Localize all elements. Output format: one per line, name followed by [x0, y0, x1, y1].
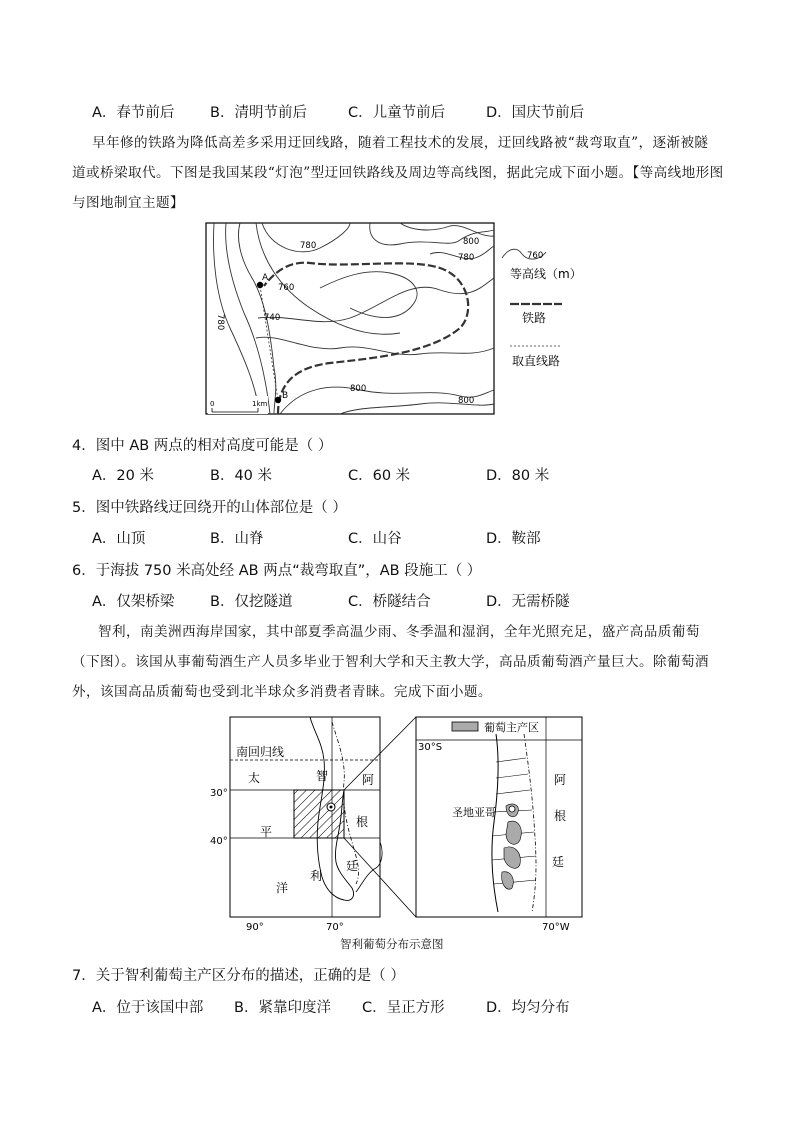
passage-chile-line-3: 外，该国高品质葡萄也受到北半球众多消费者青睐。完成下面小题。: [72, 684, 492, 700]
q5-option-d: D．鞍部: [486, 531, 541, 547]
lat-40-label: 40°: [210, 836, 228, 847]
passage-chile-line-1: 智利，南美洲西海岸国家，其中部夏季高温少雨、冬季温和湿润，全年光照充足，盛产高品质葡萄: [98, 624, 700, 640]
q4-option-c: C．60 米: [348, 468, 411, 484]
inset-legend-symbol: [452, 722, 478, 731]
inset-argentina-char-2: 根: [554, 809, 567, 823]
passage-railway-line-3: 与图地制宜主题】: [72, 195, 184, 211]
q6-option-b: B．仅挖隧道: [210, 594, 293, 610]
chile-map: [206, 712, 586, 934]
q3-option-c: C．儿童节前后: [348, 105, 446, 121]
argentina-char-3: 廷: [346, 859, 359, 873]
tropic-label: 南回归线: [236, 745, 285, 759]
inset-argentina-char-1: 阿: [554, 773, 567, 787]
point-b-marker: [275, 397, 281, 403]
passage-railway-line-1: 早年修的铁路为降低高差多采用迂回线路，随着工程技术的发展，迂回线路被“裁弯取直”，逐渐被隧: [92, 135, 709, 151]
inset-lat-label: 30°S: [418, 742, 443, 753]
legend-straight-label: 取直线路: [512, 354, 561, 368]
contour-label-740: 740: [264, 313, 281, 323]
q6-option-c: C．桥隧结合: [348, 594, 431, 610]
ocean-char-1: 太: [248, 771, 261, 785]
passage-chile: [72, 617, 709, 707]
q3-option-b: B．清明节前后: [210, 105, 307, 121]
q5-option-a: A．山顶: [92, 531, 146, 547]
point-b-label: B: [282, 391, 289, 401]
passage-railway: [72, 128, 724, 218]
q7-option-a: A．位于该国中部: [92, 1000, 204, 1016]
contour-label-800-top: 800: [463, 237, 480, 247]
argentina-char-2: 根: [356, 815, 369, 829]
q5-option-c: C．山谷: [348, 531, 402, 547]
inset-argentina-char-3: 廷: [552, 855, 565, 869]
argentina-char-1: 阿: [362, 773, 375, 787]
q3-option-a: A．春节前后: [92, 105, 175, 121]
q6-option-a: A．仅架桥梁: [92, 594, 175, 610]
q7-option-d: D．均匀分布: [486, 1000, 570, 1016]
legend-contour-label: 等高线（m）: [510, 267, 582, 281]
contour-label-780-upper: 780: [300, 241, 317, 251]
q4-stem: 4．图中 AB 两点的相对高度可能是（ ）: [72, 438, 333, 454]
chile-map-figure: [206, 712, 586, 934]
scale-start-label: 0: [210, 400, 215, 408]
contour-map-figure: [200, 218, 600, 418]
legend-contour-value: 760: [527, 251, 544, 261]
q4-option-a: A．20 米: [92, 468, 154, 484]
q4-option-b: B．40 米: [210, 468, 273, 484]
q5-option-b: B．山脊: [210, 531, 264, 547]
lat-30-label: 30°: [210, 788, 228, 799]
passage-railway-line-2: 道或桥梁取代。下图是我国某段“灯泡”型迂回铁路线及周边等高线图，据此完成下面小题。【等高线地形图: [72, 165, 724, 181]
inset-city-label: 圣地亚哥: [452, 806, 496, 819]
lon-70-label: 70°: [326, 922, 344, 933]
q6-stem: 6．于海拔 750 米高处经 AB 两点“裁弯取直”，AB 段施工（ ）: [72, 563, 482, 579]
map-legend: [502, 249, 582, 368]
passage-chile-line-2: （下图）。该国从事葡萄酒生产人员多毕业于智利大学和天主教大学，高品质葡萄酒产量巨大。除葡萄酒: [72, 654, 709, 670]
contour-label-800-mid: 800: [350, 384, 367, 394]
chile-char-2: 利: [310, 869, 323, 883]
q5-stem: 5．图中铁路线迂回绕开的山体部位是（ ）: [72, 500, 347, 516]
contour-label-800-bottom: 800: [458, 396, 475, 406]
inset-legend-label: 葡萄主产区: [484, 721, 539, 734]
contour-map: [200, 218, 600, 418]
legend-railway-label: 铁路: [522, 311, 547, 325]
q3-option-d: D．国庆节前后: [486, 105, 585, 121]
q7-stem: 7．关于智利葡萄主产区分布的描述，正确的是（ ）: [72, 968, 405, 984]
ocean-char-2: 平: [260, 825, 273, 839]
scale-bar: [208, 396, 268, 414]
lon-90-label: 90°: [246, 922, 264, 933]
q4-option-d: D．80 米: [486, 468, 550, 484]
contour-label-780-left: 780: [215, 314, 225, 331]
point-a-label: A: [262, 273, 269, 283]
q7-option-b: B．紧靠印度洋: [234, 1000, 331, 1016]
ocean-char-3: 洋: [276, 881, 289, 895]
scale-end-label: 1km: [252, 400, 268, 408]
chile-map-caption: 智利葡萄分布示意图: [340, 937, 444, 951]
study-area-box: [294, 790, 344, 838]
q7-option-c: C．呈正方形: [362, 1000, 445, 1016]
contour-label-780-right: 780: [458, 253, 475, 263]
chile-char-1: 智: [316, 769, 329, 783]
contour-label-760: 760: [278, 283, 295, 293]
inset-lon-label: 70°W: [542, 922, 570, 933]
q6-option-d: D．无需桥隧: [486, 594, 570, 610]
